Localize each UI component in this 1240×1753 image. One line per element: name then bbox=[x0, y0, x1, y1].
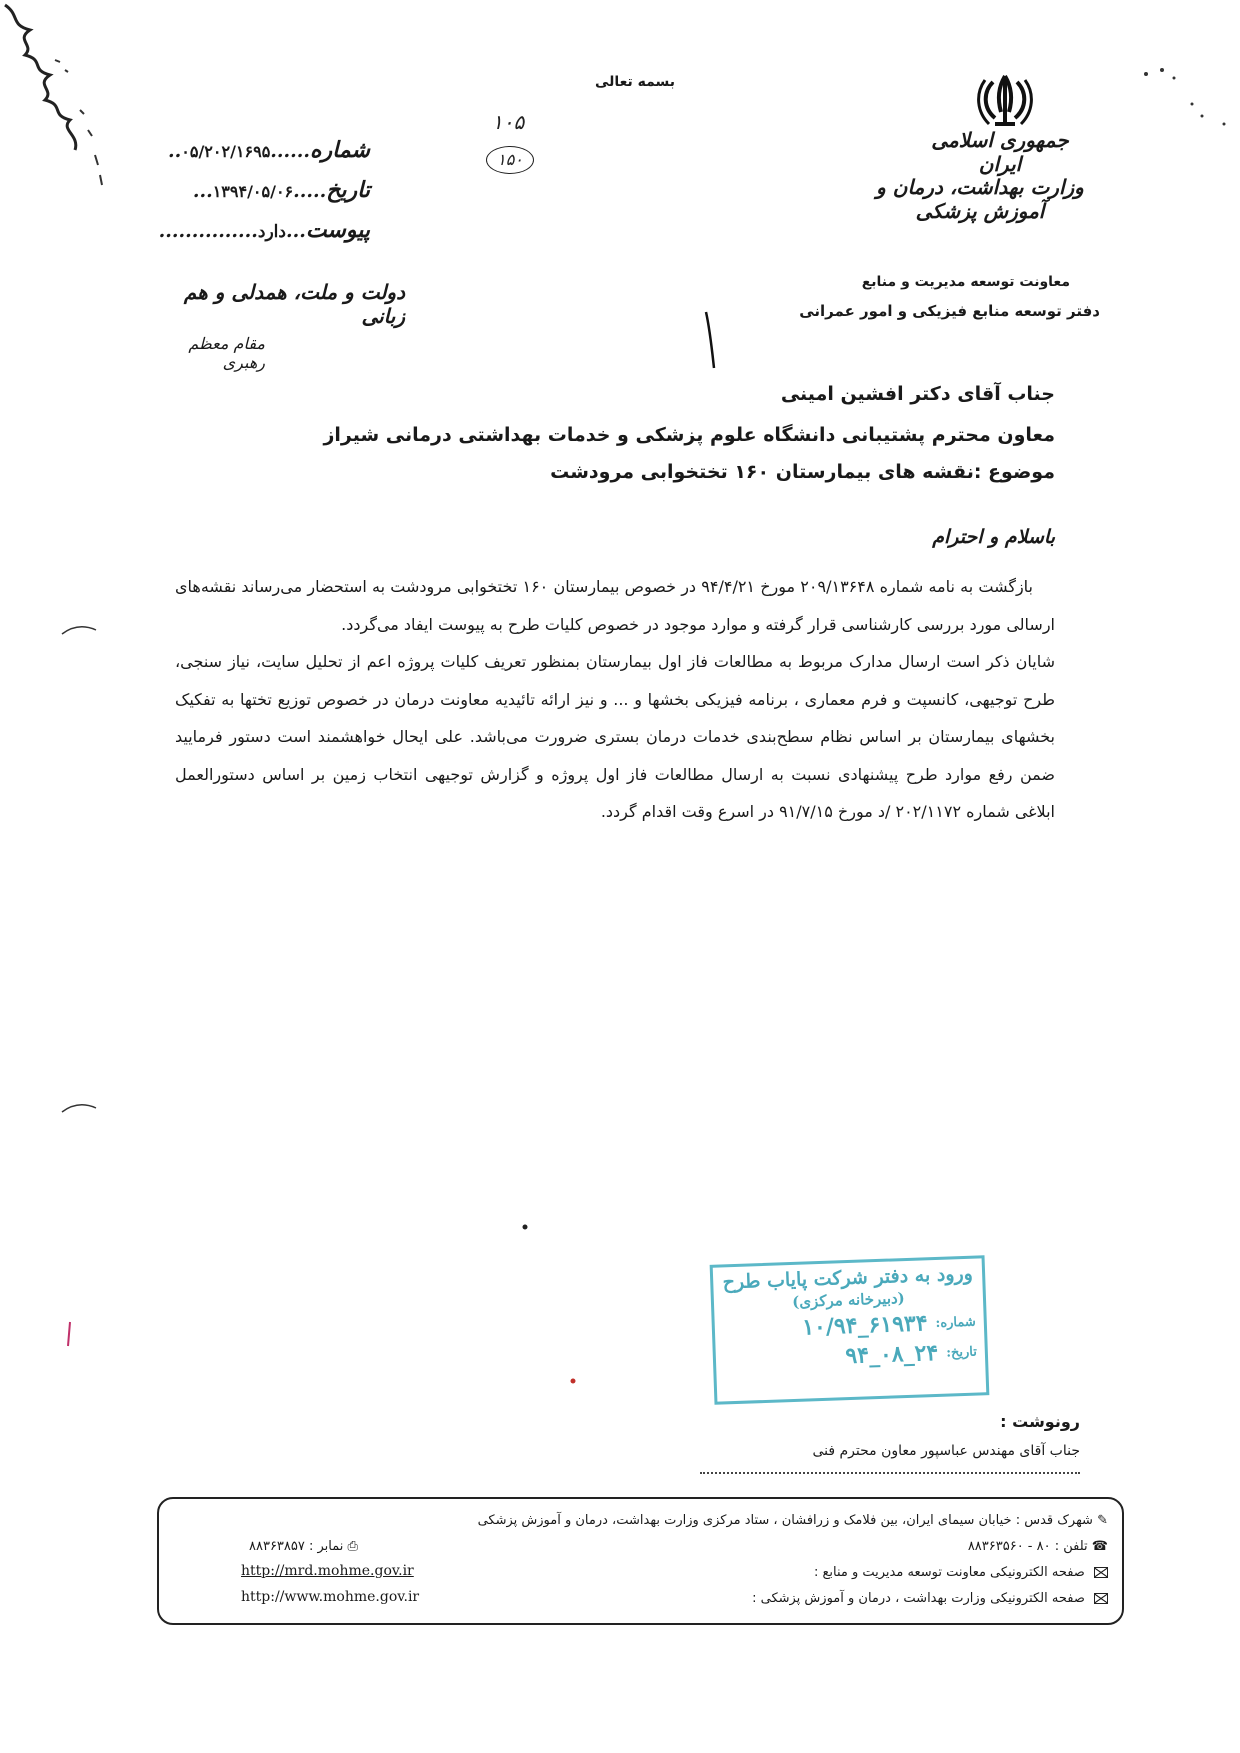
handwritten-top-number: ۱۰۵ bbox=[492, 110, 525, 134]
letter-date-value: ۱۳۹۴/۰۵/۰۶ bbox=[212, 182, 294, 201]
stamp-number-label: شماره: bbox=[935, 1314, 977, 1331]
footer-web2-label: صفحه الکترونیکی وزارت بهداشت ، درمان و آموزش پزشکی : bbox=[752, 1591, 1085, 1606]
slogan-attribution: مقام معظم رهبری bbox=[188, 334, 265, 372]
letter-attachment-row: پیوست...دارد............... bbox=[158, 217, 370, 243]
cc-label: رونوشت : bbox=[1000, 1412, 1080, 1431]
footer-web2-link[interactable]: http://www.mohme.gov.ir bbox=[241, 1589, 420, 1605]
footer-web1-link[interactable]: http://mrd.mohme.gov.ir bbox=[241, 1563, 414, 1579]
addressee-name: جناب آقای دکتر افشین امینی bbox=[780, 383, 1055, 405]
greeting: باسلام و احترام bbox=[932, 526, 1055, 548]
letter-date-row: تاریخ.....۱۳۹۴/۰۵/۰۶... bbox=[192, 177, 370, 203]
slogan-line: دولت و ملت، همدلی و هم زبانی bbox=[183, 280, 405, 328]
body-paragraph-1: بازگشت به نامه شماره ۲۰۹/۱۳۶۴۸ مورخ ۹۴/۴/۲۱ در خصوص بیمارستان ۱۶۰ تختخوابی مرودشت به استحضار می‌رساند نقشه‌های ارسالی مورد بررسی کارشناسی قرار گرفته و موارد موجود در خصوص کلیات طرح به پیوست ایفاد می‌گردد. bbox=[175, 577, 1055, 634]
footer-phone-label: تلفن : bbox=[1054, 1539, 1088, 1554]
stamp-number-value: ۱۰/۹۴_۶۱۹۳۴ bbox=[801, 1310, 929, 1341]
phone-icon: ☎ bbox=[1091, 1539, 1108, 1554]
body-paragraph-2: شایان ذکر است ارسال مدارک مربوط به مطالعات فاز اول بیمارستان بمنظور تعریف کلیات پروژه اعم از تحلیل سایت، نیاز سنجی، طرح توجیهی، کانسپت و فرم معماری ، برنامه فیزیکی بخشها و ... و نیز ارائه تائیدیه معاونت درمان در خصوص توزیع تختها به تفکیک بخشهای بیمارستان بر اساس نظام سطح‌بندی خدمات درمان بستری ضرورت می‌باشد. علی ایحال خواهشمند است دستور فرمایید ضمن رفع موارد طرح پیشنهادی نسبت به ارسال مطالعات فاز اول پروژه و گزارش توجیهی انتخاب زمین بر اساس دستورالعمل ابلاغی شماره ۲۰۲/۱۱۷۲ /د مورخ ۹۱/۷/۱۵ در اسرع وقت اقدام گردد. bbox=[175, 652, 1055, 821]
pen-icon: ✎ bbox=[1097, 1513, 1108, 1528]
received-stamp bbox=[710, 1255, 990, 1405]
handwritten-stroke bbox=[704, 310, 718, 370]
margin-mark-3 bbox=[60, 1320, 80, 1350]
ministry-name: وزارت بهداشت، درمان و آموزش پزشکی bbox=[876, 175, 1084, 223]
footer-address-text: شهرک قدس : خیابان سیمای ایران، بین فلامک و زرافشان ، ستاد مرکزی وزارت بهداشت، درمان و آموزش پزشکی bbox=[477, 1513, 1093, 1528]
footer-phone-value: ۸۰ - ۸۸۳۶۳۵۶۰ bbox=[967, 1539, 1051, 1554]
stamp-subtitle: (دبیرخانه مرکزی) bbox=[791, 1289, 906, 1311]
footer-web2 bbox=[752, 1591, 1108, 1606]
handwritten-circled-number: ۱۵۰ bbox=[486, 146, 534, 174]
ink-dot bbox=[520, 1222, 530, 1232]
letter-number-label: شماره bbox=[309, 137, 370, 163]
footer-box bbox=[157, 1497, 1124, 1625]
letter-subject: موضوع :نقشه های بیمارستان ۱۶۰ تختخوابی مرودشت bbox=[550, 461, 1055, 483]
footer-fax-value: ۸۸۳۶۳۸۵۷ bbox=[249, 1539, 305, 1554]
footer-web1-label: صفحه الکترونیکی معاونت توسعه مدیریت و منابع : bbox=[813, 1565, 1085, 1580]
stamp-date-label: تاریخ: bbox=[945, 1344, 978, 1361]
letter-attachment-label: پیوست bbox=[305, 217, 370, 243]
envelope-icon bbox=[1094, 1567, 1108, 1578]
iran-emblem-icon bbox=[975, 72, 1035, 128]
fax-icon: ⎙ bbox=[347, 1539, 358, 1554]
letter-attachment-value: دارد bbox=[257, 222, 286, 242]
office-name: دفتر توسعه منابع فیزیکی و امور عمرانی bbox=[799, 302, 1100, 320]
invocation: بسمه تعالی bbox=[594, 74, 676, 90]
scan-dot-marks bbox=[1140, 60, 1240, 130]
footer-fax-label: نمابر : bbox=[309, 1539, 344, 1554]
margin-mark-2 bbox=[60, 1098, 100, 1118]
stamp-number-row bbox=[722, 1309, 976, 1344]
footer-web1 bbox=[814, 1565, 1108, 1580]
envelope-icon bbox=[1094, 1593, 1108, 1604]
stamp-date-row bbox=[724, 1339, 978, 1374]
margin-mark-1 bbox=[60, 620, 100, 640]
letter-body bbox=[175, 568, 1055, 831]
handwritten-reference bbox=[478, 106, 548, 184]
addressee-title: معاون محترم پشتیبانی دانشگاه علوم پزشکی و خدمات بهداشتی درمانی شیراز bbox=[323, 424, 1055, 446]
footer-phone bbox=[968, 1539, 1108, 1554]
scan-scribble-mark bbox=[0, 0, 110, 200]
country-name: جمهوری اسلامی ایران bbox=[931, 128, 1069, 176]
deputy-name: معاونت توسعه مدیریت و منابع bbox=[861, 274, 1070, 290]
letter-date-label: تاریخ bbox=[326, 177, 370, 203]
footer-address bbox=[478, 1513, 1108, 1528]
stamp-date-value: ۹۴_۰۸_۲۴ bbox=[844, 1339, 939, 1370]
red-dot bbox=[568, 1376, 578, 1386]
letter-number-row: شماره......۰۵/۲۰۲/۱۶۹۵.. bbox=[168, 137, 370, 163]
cc-truncated-line bbox=[700, 1472, 1080, 1482]
footer-fax bbox=[249, 1539, 358, 1554]
stamp-title: ورود به دفتر شرکت پایاب طرح bbox=[722, 1262, 974, 1294]
cc-recipient: جناب آقای مهندس عباسپور معاون محترم فنی bbox=[812, 1443, 1080, 1459]
letter-number-value: ۰۵/۲۰۲/۱۶۹۵ bbox=[181, 142, 271, 161]
